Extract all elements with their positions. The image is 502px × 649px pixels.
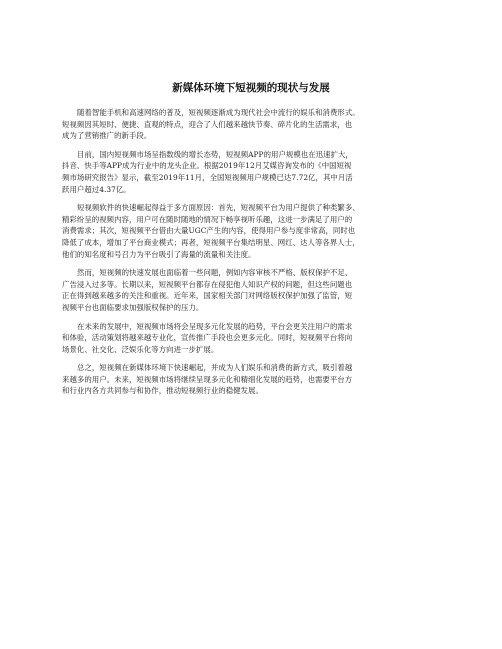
paragraph-future [62,321,442,356]
paragraph-reasons [62,202,442,260]
paragraph-intro [62,107,442,142]
paragraph-conclusion [62,362,442,397]
paragraph-line: 消费需求；其次，短视频平台借由大量UGC产生的内容，使得用户参与度非常高，同时也 [62,226,356,236]
paragraph-line: 短视频软件的快速崛起得益于多方面原因：首先，短视频平台为用户提供了种类繁多、 [77,203,360,213]
paragraph-line: 场景化、社交化、泛娱乐化等方向进一步扩展。 [62,344,219,354]
paragraph-line: 他们的知名度和号召力为平台吸引了海量的流量和关注度。 [62,249,256,259]
paragraph-line: 跃用户超过4.37亿。 [62,184,131,194]
document-title: 新媒体环境下短视频的现状与发展 [172,82,330,94]
paragraph-line: 频市场研究报告》显示，截至2019年11月，全国短视频用户规模已达7.72亿，其中月活 [62,172,353,182]
paragraph-problems [62,267,442,313]
paragraph-line: 短视频因其短时、便捷、直观的特点，迎合了人们越来越快节奏、碎片化的生活需求，也 [62,119,353,129]
paragraph-line: 随着智能手机和高速网络的普及，短视频逐渐成为现代社会中流行的娱乐和消费形式。 [77,108,360,117]
paragraph-line: 成为了营销推广的新手段。 [62,131,152,141]
paragraph-line: 然而，短视频的快速发展也面临着一些问题，例如内容审核不严格、版权保护不足、 [77,268,353,278]
document-body [62,107,442,404]
paragraph-line: 和行业内各方共同参与和协作，推动短视频行业的稳健发展。 [62,386,263,396]
paragraph-line: 正在得到越来越多的关注和重视。近年来，国家相关部门对网络版权保护加强了监管，短 [62,291,353,301]
paragraph-line: 目前，国内短视频市场呈指数级的增长态势，短视频APP的用户规模也在迅速扩大， [77,149,353,159]
paragraph-line: 总之，短视频在新媒体环境下快速崛起，并成为人们娱乐和消费的新方式，吸引着越 [77,363,353,373]
paragraph-market [62,149,442,195]
paragraph-line: 在未来的发展中，短视频市场将会呈现多元化发展的趋势，平台会更关注用户的需求 [77,321,353,331]
paragraph-line: 广告浸入过多等。长期以来，短视频平台都存在侵犯他人知识产权的问题，但这些问题也 [62,279,353,289]
paragraph-line: 精彩纷呈的视频内容，用户可在随时随地的情况下畅享视听乐趣，这进一步满足了用户的 [62,214,353,224]
paragraph-line: 视频平台也面临要求加强版权保护的压力。 [62,302,204,312]
paragraph-line: 和体验，活动策划将越来越专业化，宣传推广手段也会更多元化。同时，短视频平台将向 [62,333,353,343]
paragraph-line: 抖音、快手等APP成为行业中的龙头企业。根据2019年12月艾媒咨询发布的《中国短视 [62,161,352,171]
paragraph-line: 降低了成本，增加了平台商业模式；再者，短视频平台集结明星、网红、达人等各界人士， [62,237,360,247]
paragraph-line: 来越多的用户。未来，短视频市场将继续呈现多元化和精细化发展的趋势，也需要平台方 [62,374,353,384]
